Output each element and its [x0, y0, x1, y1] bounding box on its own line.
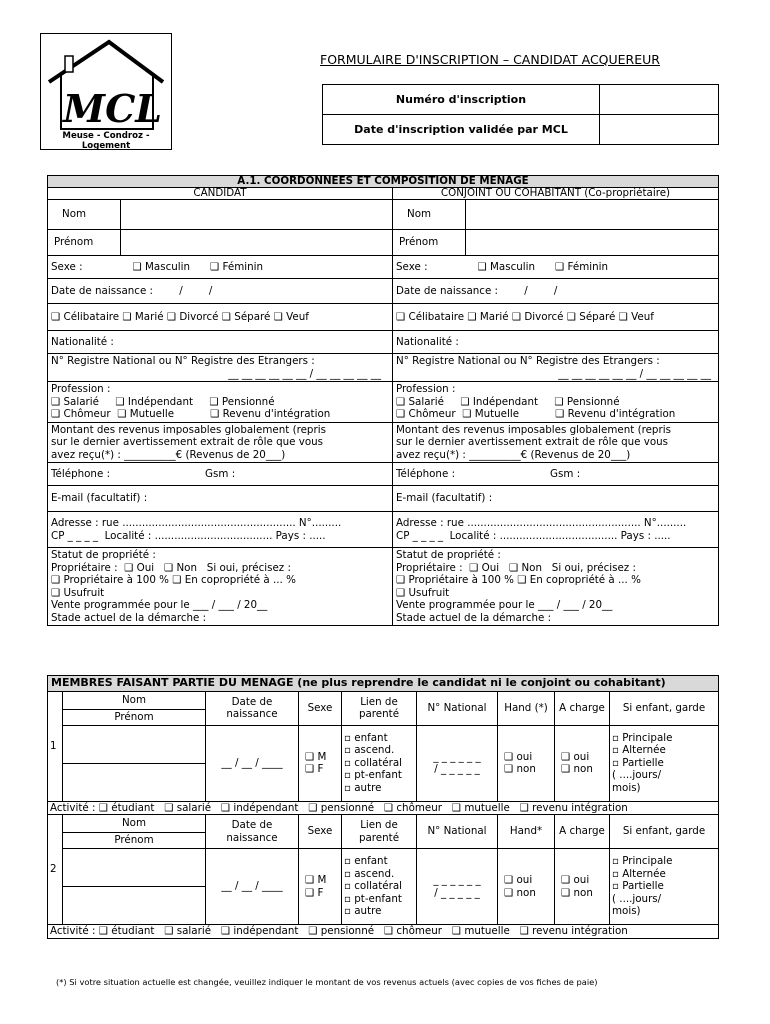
- feminin-checkbox[interactable]: ❑ Féminin: [555, 260, 609, 273]
- sexe-f-checkbox[interactable]: ❑ F: [305, 763, 324, 775]
- sexe-m-checkbox[interactable]: ❑ M: [305, 874, 327, 886]
- conjoint-nationalite[interactable]: Nationalité :: [393, 331, 719, 354]
- col-sexe: Sexe: [299, 815, 342, 849]
- candidat-profession[interactable]: [48, 382, 393, 423]
- garde-mois: mois): [612, 781, 641, 794]
- col-charge: A charge: [555, 691, 610, 725]
- conjoint-email[interactable]: E-mail (facultatif) :: [393, 486, 719, 512]
- conjoint-etat-civil[interactable]: ❑ Célibataire ❑ Marié ❑ Divorcé ❑ Séparé ❑ Veuf: [393, 304, 719, 331]
- sexe-m-checkbox[interactable]: ❑ M: [305, 750, 327, 763]
- profession-options-1[interactable]: ❑ Salarié ❑ Indépendant ❑ Pensionné: [51, 395, 275, 408]
- candidat-telephone[interactable]: [48, 463, 393, 486]
- garde-option[interactable]: ▫ Principale: [612, 855, 673, 868]
- member-garde-options[interactable]: [610, 849, 719, 925]
- col-prenom: Prénom: [63, 709, 206, 725]
- member-nom-field[interactable]: [63, 725, 206, 763]
- conjoint-registre[interactable]: [393, 354, 719, 382]
- sexe-label: Sexe :: [51, 260, 83, 273]
- adresse-line: Adresse : rue ..................................................... N°.........: [396, 517, 687, 529]
- sexe-f-checkbox[interactable]: ❑ F: [305, 886, 324, 899]
- member-nom-field[interactable]: [63, 849, 206, 887]
- statut-label: Statut de propriété :: [396, 549, 501, 561]
- candidat-nationalite[interactable]: Nationalité :: [48, 331, 393, 354]
- member-charge-options[interactable]: [555, 849, 610, 925]
- col-prenom: Prénom: [63, 833, 206, 849]
- member-prenom-field[interactable]: [63, 763, 206, 801]
- candidat-statut[interactable]: [48, 548, 393, 626]
- lien-option[interactable]: ▫ enfant: [344, 855, 388, 868]
- lien-option[interactable]: ▫ ascend.: [344, 867, 395, 880]
- col-nom: Nom: [63, 815, 206, 833]
- revenus-line: sur le dernier avertissement extrait de rôle que vous: [396, 436, 669, 448]
- garde-jours: ( ....jours/: [612, 892, 662, 905]
- pourcentage-options[interactable]: ❑ Propriétaire à 100 % ❑ En copropriété à ... %: [396, 574, 641, 586]
- proprietaire-options[interactable]: Propriétaire : ❑ Oui ❑ Non Si oui, précisez :: [396, 561, 636, 574]
- usufruit-checkbox[interactable]: ❑ Usufruit: [51, 586, 105, 599]
- conjoint-revenus[interactable]: [393, 422, 719, 463]
- profession-label: Profession :: [51, 383, 111, 395]
- garde-option[interactable]: ▫ Alternée: [612, 867, 666, 880]
- usufruit-checkbox[interactable]: ❑ Usufruit: [396, 586, 450, 599]
- oui-checkbox[interactable]: ❑ oui: [561, 750, 590, 763]
- member-date-field[interactable]: __ / __ / ____: [206, 849, 299, 925]
- member-lien-options[interactable]: [342, 725, 417, 801]
- registration-number-label: Numéro d'inscription: [323, 85, 600, 115]
- adresse-line: Adresse : rue ..................................................... N°.........: [51, 517, 342, 529]
- gsm-label: Gsm :: [205, 467, 236, 480]
- statut-label: Statut de propriété :: [51, 549, 156, 561]
- col-hand: Hand*: [498, 815, 555, 849]
- revenus-line: avez reçu(*) : __________€ (Revenus de 20___): [396, 448, 631, 461]
- member-charge-options[interactable]: [555, 725, 610, 801]
- garde-option[interactable]: ▫ Alternée: [612, 744, 666, 757]
- garde-mois: mois): [612, 905, 641, 918]
- conjoint-profession[interactable]: [393, 382, 719, 423]
- conjoint-sexe[interactable]: [393, 256, 719, 279]
- revenus-line: Montant des revenus imposables globalement (repris: [396, 423, 671, 436]
- member-activite[interactable]: Activité : ❑ étudiant ❑ salarié ❑ indépendant ❑ pensionné ❑ chômeur ❑ mutuelle ❑ revenu intégration: [48, 925, 719, 939]
- lien-option[interactable]: ▫ pt-enfant: [344, 892, 402, 905]
- national-blank: / _ _ _ _ _: [434, 763, 480, 775]
- candidat-revenus[interactable]: [48, 422, 393, 463]
- candidat-registre[interactable]: [48, 354, 393, 382]
- lien-option[interactable]: ▫ ascend.: [344, 744, 395, 757]
- col-garde: Si enfant, garde: [610, 691, 719, 725]
- stade-line: Stade actuel de la démarche :: [51, 611, 207, 624]
- vente-line: Vente programmée pour le ___ / ___ / 20__: [396, 599, 613, 611]
- lien-option[interactable]: ▫ collatéral: [344, 756, 403, 769]
- footnote: (*) Si votre situation actuelle est changée, veuillez indiquer le montant de vos revenus actuels (avec copies de vos fiches de paie): [56, 977, 598, 987]
- profession-label: Profession :: [396, 383, 456, 395]
- member-national-field[interactable]: [417, 849, 498, 925]
- non-checkbox[interactable]: ❑ non: [561, 886, 593, 899]
- conjoint-nom-label: Nom: [393, 200, 466, 230]
- conjoint-statut[interactable]: [393, 548, 719, 626]
- proprietaire-options[interactable]: Propriétaire : ❑ Oui ❑ Non Si oui, précisez :: [51, 561, 291, 574]
- masculin-checkbox[interactable]: ❑ Masculin: [477, 260, 536, 273]
- col-sexe: Sexe: [299, 691, 342, 725]
- pourcentage-options[interactable]: ❑ Propriétaire à 100 % ❑ En copropriété à ... %: [51, 574, 296, 586]
- member-sexe-options[interactable]: [299, 849, 342, 925]
- registration-date-label: Date d'inscription validée par MCL: [323, 115, 600, 145]
- registre-blank: __ __ __ __ __ __ / __ __ __ __ __: [228, 367, 381, 380]
- candidat-nom-label: Nom: [48, 200, 121, 230]
- candidat-date-naissance[interactable]: Date de naissance : / /: [48, 279, 393, 304]
- registration-date-field[interactable]: [600, 115, 719, 145]
- col-date: Date de naissance: [206, 815, 299, 849]
- member-national-field[interactable]: [417, 725, 498, 801]
- revenus-line: avez reçu(*) : __________€ (Revenus de 20___): [51, 448, 286, 461]
- conjoint-prenom-label: Prénom: [393, 230, 466, 256]
- a1-table: [47, 175, 719, 626]
- conjoint-adresse[interactable]: [393, 512, 719, 548]
- profession-options-2[interactable]: ❑ Chômeur ❑ Mutuelle ❑ Revenu d'intégration: [51, 408, 331, 420]
- registration-number-field[interactable]: [600, 85, 719, 115]
- col-conjoint: CONJOINT OU COHABITANT (Co-propriétaire): [393, 188, 719, 200]
- col-national: N° National: [417, 815, 498, 849]
- candidat-nom-field[interactable]: [121, 200, 393, 230]
- col-lien: Lien de parenté: [342, 691, 417, 725]
- masculin-checkbox[interactable]: ❑ Masculin: [132, 260, 191, 273]
- candidat-prenom-label: Prénom: [48, 230, 121, 256]
- garde-jours: ( ....jours/: [612, 769, 662, 782]
- feminin-checkbox[interactable]: ❑ Féminin: [210, 260, 264, 273]
- registre-label: N° Registre National ou N° Registre des Etrangers :: [396, 355, 660, 367]
- member-hand-options[interactable]: [498, 725, 555, 801]
- cp-line: CP _ _ _ _ Localité : .................................... Pays : .....: [51, 529, 326, 542]
- col-garde: Si enfant, garde: [610, 815, 719, 849]
- sexe-label: Sexe :: [396, 260, 428, 273]
- lien-option[interactable]: ▫ pt-enfant: [344, 769, 402, 782]
- conjoint-prenom-field[interactable]: [466, 230, 719, 256]
- registre-label: N° Registre National ou N° Registre des Etrangers :: [51, 355, 315, 367]
- lien-option[interactable]: ▫ enfant: [344, 731, 388, 744]
- oui-checkbox[interactable]: ❑ oui: [561, 874, 590, 886]
- conjoint-nom-field[interactable]: [466, 200, 719, 230]
- member-date-field[interactable]: __ / __ / ____: [206, 725, 299, 801]
- non-checkbox[interactable]: ❑ non: [504, 886, 536, 899]
- a1-heading: A.1. COORDONNEES ET COMPOSITION DE MENAGE: [48, 176, 719, 188]
- member-sexe-options[interactable]: [299, 725, 342, 801]
- oui-checkbox[interactable]: ❑ oui: [504, 874, 533, 886]
- registration-table: [322, 84, 719, 145]
- national-blank: / _ _ _ _ _: [434, 886, 480, 899]
- col-candidat: CANDIDAT: [48, 188, 393, 200]
- col-charge: A charge: [555, 815, 610, 849]
- national-blank: _ _ _ _ _ _: [433, 874, 481, 886]
- conjoint-date-naissance[interactable]: Date de naissance : / /: [393, 279, 719, 304]
- lien-option[interactable]: ▫ autre: [344, 905, 382, 918]
- candidat-prenom-field[interactable]: [121, 230, 393, 256]
- profession-options-2[interactable]: ❑ Chômeur ❑ Mutuelle ❑ Revenu d'intégration: [396, 408, 676, 420]
- lien-option[interactable]: ▫ autre: [344, 781, 382, 794]
- gsm-label: Gsm :: [550, 467, 581, 480]
- profession-options-1[interactable]: ❑ Salarié ❑ Indépendant ❑ Pensionné: [396, 395, 620, 408]
- col-lien: Lien de parenté: [342, 815, 417, 849]
- cp-line: CP _ _ _ _ Localité : .................................... Pays : .....: [396, 529, 671, 542]
- conjoint-telephone[interactable]: [393, 463, 719, 486]
- col-national: N° National: [417, 691, 498, 725]
- telephone-label: Téléphone :: [396, 467, 456, 480]
- members-table: [47, 675, 719, 939]
- member-hand-options[interactable]: [498, 849, 555, 925]
- lien-option[interactable]: ▫ collatéral: [344, 880, 403, 893]
- candidat-adresse[interactable]: [48, 512, 393, 548]
- page-title: FORMULAIRE D'INSCRIPTION – CANDIDAT ACQUEREUR: [320, 52, 660, 67]
- candidat-email[interactable]: E-mail (facultatif) :: [48, 486, 393, 512]
- candidat-etat-civil[interactable]: ❑ Célibataire ❑ Marié ❑ Divorcé ❑ Séparé ❑ Veuf: [48, 304, 393, 331]
- col-nom: Nom: [63, 691, 206, 709]
- telephone-label: Téléphone :: [51, 467, 111, 480]
- garde-option[interactable]: ▫ Principale: [612, 731, 673, 744]
- revenus-line: Montant des revenus imposables globalement (repris: [51, 423, 326, 436]
- member-garde-options[interactable]: [610, 725, 719, 801]
- member-number: 2: [48, 815, 63, 925]
- national-blank: _ _ _ _ _ _: [433, 750, 481, 763]
- stade-line: Stade actuel de la démarche :: [396, 611, 552, 624]
- logo-letters: MCL: [63, 86, 163, 131]
- oui-checkbox[interactable]: ❑ oui: [504, 750, 533, 763]
- garde-option[interactable]: ▫ Partielle: [612, 756, 664, 769]
- col-hand: Hand (*): [498, 691, 555, 725]
- registre-blank: __ __ __ __ __ __ / __ __ __ __ __: [558, 367, 711, 380]
- member-lien-options[interactable]: [342, 849, 417, 925]
- revenus-line: sur le dernier avertissement extrait de rôle que vous: [51, 436, 324, 448]
- member-number: 1: [48, 691, 63, 801]
- col-date: Date de naissance: [206, 691, 299, 725]
- candidat-sexe[interactable]: [48, 256, 393, 279]
- members-heading: MEMBRES FAISANT PARTIE DU MENAGE (ne plus reprendre le candidat ni le conjoint ou cohabitant): [48, 676, 719, 692]
- non-checkbox[interactable]: ❑ non: [561, 763, 593, 775]
- garde-option[interactable]: ▫ Partielle: [612, 880, 664, 893]
- member-activite[interactable]: Activité : ❑ étudiant ❑ salarié ❑ indépendant ❑ pensionné ❑ chômeur ❑ mutuelle ❑ revenu intégration: [48, 801, 719, 815]
- logo-caption: Meuse - Condroz - Logement: [62, 131, 150, 151]
- member-prenom-field[interactable]: [63, 887, 206, 925]
- non-checkbox[interactable]: ❑ non: [504, 763, 536, 775]
- vente-line: Vente programmée pour le ___ / ___ / 20__: [51, 599, 268, 611]
- mcl-logo: [40, 33, 172, 150]
